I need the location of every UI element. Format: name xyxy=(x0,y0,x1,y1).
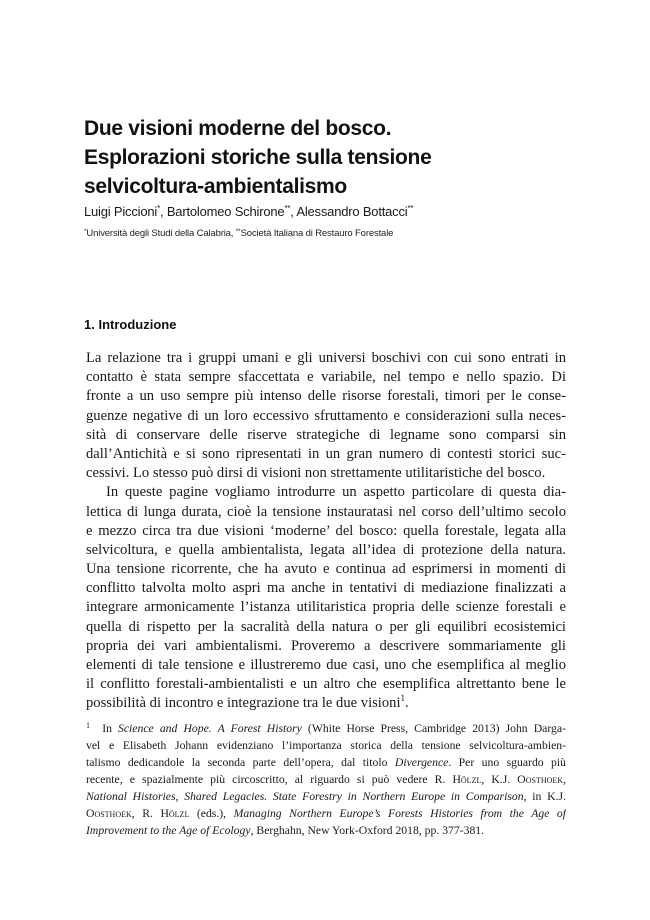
text-segment: . xyxy=(405,695,409,712)
section-heading: 1. Introduzione xyxy=(84,317,177,332)
text-segment: , K.J. xyxy=(481,773,518,786)
text-segment: , R. xyxy=(131,807,161,820)
text-segment: (eds.), xyxy=(189,807,234,820)
text-line: La relazione tra i gruppi umani e gli universi boschivi con cui sono entrati in xyxy=(86,350,566,366)
text-line: In queste pagine vogliamo introdurre un aspetto particolare di questa dia- xyxy=(106,484,566,501)
author-list xyxy=(84,204,584,219)
author-surname: Oosthoek xyxy=(517,773,564,786)
text-line: conflitto talvolta molto aspri ma anche in tentativi di mediazione finalizzati a xyxy=(86,580,566,597)
text-segment: talismo dedicandole la seconda parte dell’opera, dal titolo xyxy=(86,756,395,769)
affiliations xyxy=(84,228,584,239)
text-line xyxy=(86,694,566,713)
affiliation-mark: ** xyxy=(284,204,291,213)
author-surname: Hölzl xyxy=(160,807,190,820)
text-line: dall’Antichità e si sono ripresentati in un gran numero di contesti storici suc- xyxy=(86,445,566,462)
text-segment: recente, e spazialmente più circoscritto, al riguardo si può vedere R. xyxy=(86,773,453,786)
author-surname: Hölzl xyxy=(452,773,482,786)
text-segment: , in K.J. xyxy=(523,790,566,803)
body-text xyxy=(86,349,566,714)
text-line: lettica di lunga durata, cioè la tensione instauratasi nel corso dell’ultimo secolo xyxy=(86,503,566,520)
text-line: propria dei vari ambientalismi. Proveremo a descrivere sommariamente gli xyxy=(86,637,566,654)
affiliation-mark: * xyxy=(84,228,87,235)
book-title: Science and Hope. A Forest History xyxy=(118,722,302,735)
text-segment: In xyxy=(90,722,119,735)
text-segment: , xyxy=(563,773,566,786)
author-name: , Bartolomeo Schirone xyxy=(160,204,285,219)
title-line: Esplorazioni storiche sulla tensione xyxy=(84,146,432,169)
part-title: Divergence xyxy=(394,756,449,769)
text-line: sità di conservare delle riserve strategiche di legname sono comparsi sin xyxy=(86,426,566,443)
chapter-title xyxy=(84,114,584,201)
title-line: Due visioni moderne del bosco. xyxy=(84,117,392,140)
paragraph-1 xyxy=(86,349,566,483)
text-segment: . Per uno sguardo più xyxy=(448,756,566,769)
text-line: contatto è stata sempre sfaccettata e variabile, nel tempo e nello spazio. Di xyxy=(86,369,566,386)
text-segment: , Berghahn, New York-Oxford 2018, pp. 377-381. xyxy=(250,824,485,837)
affiliation-text: Società Italiana di Restauro Forestale xyxy=(240,228,394,239)
text-line: elementi di tale tensione e illustreremo due casi, uno che esemplifica al meglio xyxy=(86,657,566,673)
footnote xyxy=(86,720,566,839)
author-name: , Alessandro Bottacci xyxy=(290,204,408,219)
text-line: quella di rispetto per la sacralità della natura o per gli equilibri ecosistemici xyxy=(86,618,566,635)
footnote-line xyxy=(86,822,566,839)
text-line: selvicoltura, e quella ambientalista, legata all’idea di protezione della natura. xyxy=(86,541,566,558)
text-segment: possibilità di incontro e integrazione tra le due visioni xyxy=(86,695,401,712)
text-line: Una tensione ricorrente, che ha avuto e continua ad esprimersi in momenti di xyxy=(86,561,566,578)
footnote-line xyxy=(86,771,566,788)
affiliation-mark: ** xyxy=(235,228,241,235)
footnote-line xyxy=(86,754,566,771)
footnote-line xyxy=(86,720,566,737)
footnote-ref[interactable]: 1 xyxy=(400,694,405,704)
text-line: integrare armonicamente l’istanza utilitaristica propria delle scienze forestali e xyxy=(86,599,566,616)
author-name: Luigi Piccioni xyxy=(84,204,158,219)
affiliation-text: Università degli Studi della Calabria, xyxy=(86,228,236,239)
title-line: selvicoltura-ambientalismo xyxy=(84,175,347,198)
text-line: il conflitto forestali-ambientalisti e un altro che esemplifica altrettanto bene le xyxy=(86,676,566,693)
text-line: guenze negative di un loro eccessivo sfruttamento e considerazioni sulla neces- xyxy=(86,407,566,424)
text-line: fronte a un uso sempre più intenso delle risorse forestali, timori per le conse- xyxy=(86,388,566,405)
author-surname: Oosthoek xyxy=(86,807,132,820)
paragraph-2 xyxy=(86,483,566,713)
affiliation-mark: * xyxy=(157,204,160,213)
book-title: Improvement to the Age of Ecology xyxy=(86,824,251,837)
affiliation-mark: ** xyxy=(407,204,414,213)
book-title: Managing Northern Europe’s Forests Histories from the Age of xyxy=(233,807,566,820)
article-title: National Histories, Shared Legacies. State Forestry in Northern Europe in Comparison xyxy=(86,790,524,803)
footnote-line xyxy=(86,805,566,822)
text-line: cessivi. Lo stesso può dirsi di visioni non strettamente utilitaristiche del bosco. xyxy=(86,465,546,482)
footnote-line: vel e Elisabeth Johann evidenziano l’importanza storica della tensione selvicoltura-ambien- xyxy=(86,739,566,752)
text-segment: (White Horse Press, Cambridge 2013) John Darga- xyxy=(301,722,566,735)
text-line: e mezzo circa tra due visioni ‘moderne’ del bosco: quella forestale, legata alla xyxy=(86,522,566,539)
footnote-number: 1 xyxy=(86,721,90,730)
footnote-line xyxy=(86,788,566,805)
